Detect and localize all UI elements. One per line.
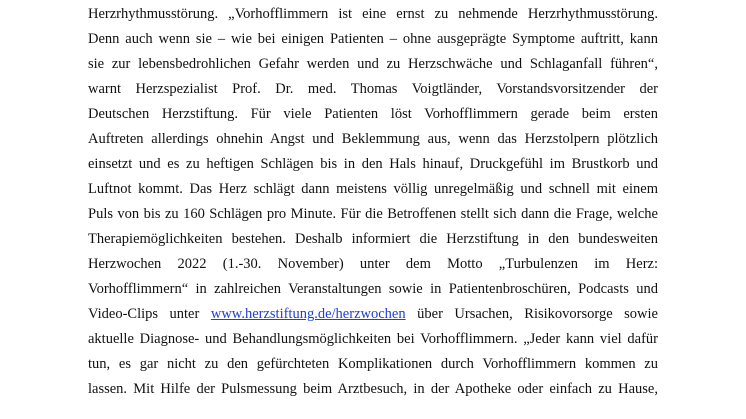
text-line-6: Auftreten allerdings ohnehin Angst und Beklemmung aus, wenn das Herzstolpern plötzlich [88, 131, 658, 147]
text-line-9: Puls von bis zu 160 Schlägen pro Minute. Für die Betroffenen stellt sich dann die Frage, welche [88, 206, 658, 222]
herzwochen-link[interactable]: www.herzstiftung.de/herzwochen [210, 306, 406, 322]
text-line-7: einsetzt und es zu heftigen Schlägen bis in den Hals hinauf, Druckgefühl im Brustkorb und [88, 156, 658, 172]
text-line-14: aktuelle Diagnose- und Behandlungsmöglichkeiten bei Vorhofflimmern. „Jeder kann viel dafür [88, 331, 658, 347]
text-line-16: lassen. Mit Hilfe der Pulsmessung beim Arztbesuch, in der Apotheke oder einfach zu Hause, [88, 381, 658, 397]
text-line-8: Luftnot kommt. Das Herz schlägt dann meistens völlig unregelmäßig und schnell mit einem [88, 181, 658, 197]
text-line-4: warnt Herzspezialist Prof. Dr. med. Thomas Voigtländer, Vorstandsvorsitzender der [88, 81, 658, 97]
text-line-10: Therapiemöglichkeiten bestehen. Deshalb informiert die Herzstiftung in den bundesweiten [88, 231, 658, 247]
text-line-2: Denn auch wenn sie – wie bei einigen Patienten – ohne ausgeprägte Symptome auftritt, kann [88, 31, 658, 47]
text-line-13-pre: Video-Clips unter [88, 306, 211, 322]
text-line-13-post: über Ursachen, Risikovorsorge sowie [405, 306, 658, 322]
text-line-15: tun, es gar nicht zu den gefürchteten Komplikationen durch Vorhofflimmern kommen zu [88, 356, 658, 372]
text-line-12: Vorhofflimmern“ in zahlreichen Veranstaltungen sowie in Patientenbroschüren, Podcasts und [88, 281, 658, 297]
text-line-1: Herzrhythmusstörung. „Vorhofflimmern ist eine ernst zu nehmende Herzrhythmusstörung. [88, 6, 658, 22]
text-line-11: Herzwochen 2022 (1.-30. November) unter dem Motto „Turbulenzen im Herz: [88, 256, 658, 272]
text-line-3: sie zur lebensbedrohlichen Gefahr werden und zu Herzschwäche und Schlaganfall führen“, [88, 56, 658, 72]
text-line-13 [88, 304, 658, 324]
text-line-5: Deutschen Herzstiftung. Für viele Patienten löst Vorhofflimmern gerade beim ersten [88, 106, 658, 122]
